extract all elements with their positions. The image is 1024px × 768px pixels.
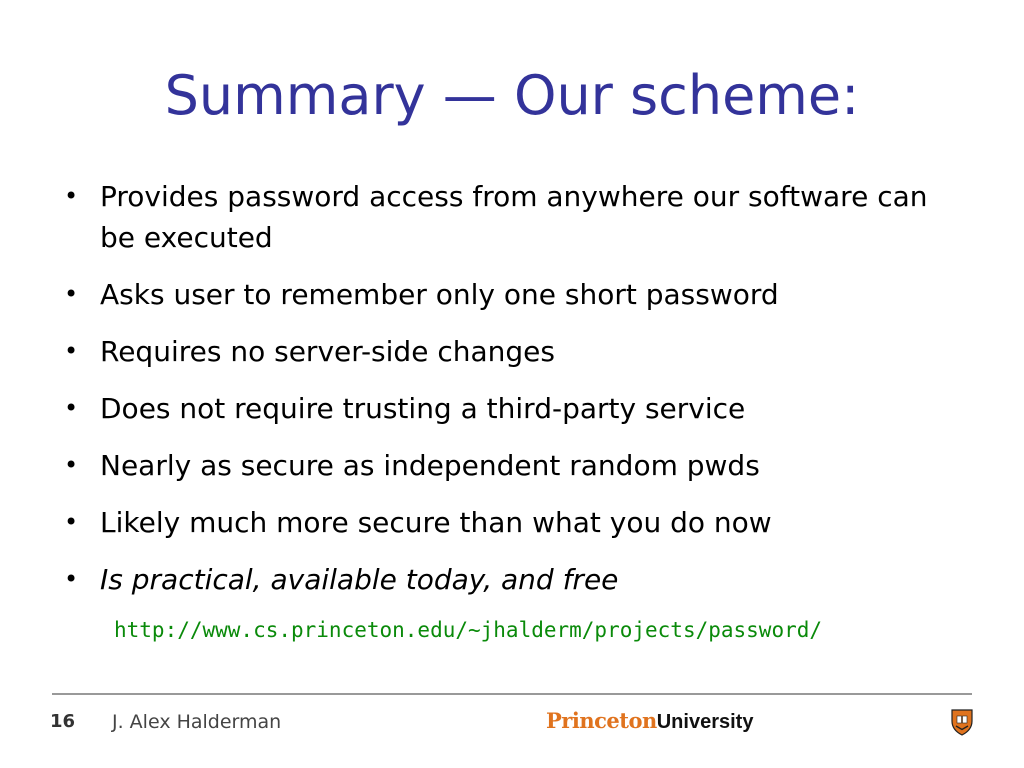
bullet-icon: •: [64, 337, 79, 365]
bullet-icon: •: [64, 565, 79, 593]
bullet-text: Is practical, available today, and free: [100, 563, 619, 596]
princeton-university-logo: [546, 706, 753, 739]
bullet-icon: •: [64, 182, 79, 210]
bullet-item: [60, 502, 960, 543]
bullet-icon: •: [64, 394, 79, 422]
page-number: 16: [50, 711, 76, 732]
bullet-text: Requires no server-side changes: [100, 335, 555, 368]
bullet-item: [60, 274, 960, 315]
bullet-text: Does not require trusting a third-party service: [100, 392, 746, 425]
bullet-item: [60, 388, 960, 429]
bullet-item: [60, 176, 960, 258]
princeton-shield-icon: [950, 708, 974, 736]
bullet-icon: •: [64, 508, 79, 536]
bullet-item: [60, 445, 960, 486]
bullet-text: Asks user to remember only one short password: [100, 278, 779, 311]
footer-divider: [52, 693, 972, 695]
logo-princeton-text: Princeton: [546, 708, 657, 733]
bullet-text: Likely much more secure than what you do now: [100, 506, 772, 539]
logo-university-text: University: [656, 711, 754, 733]
bullet-item: [60, 331, 960, 372]
project-url-link[interactable]: http://www.cs.princeton.edu/~jhalderm/projects/password/: [114, 618, 823, 642]
slide-title: Summary — Our scheme:: [164, 64, 860, 127]
bullet-item: [60, 559, 960, 600]
bullet-icon: •: [64, 451, 79, 479]
bullet-icon: •: [64, 280, 79, 308]
bullet-text: Provides password access from anywhere our software can be executed: [100, 180, 928, 254]
author-name: J. Alex Halderman: [112, 711, 282, 733]
bullet-list: [60, 176, 960, 616]
bullet-text: Nearly as secure as independent random pwds: [100, 449, 760, 482]
